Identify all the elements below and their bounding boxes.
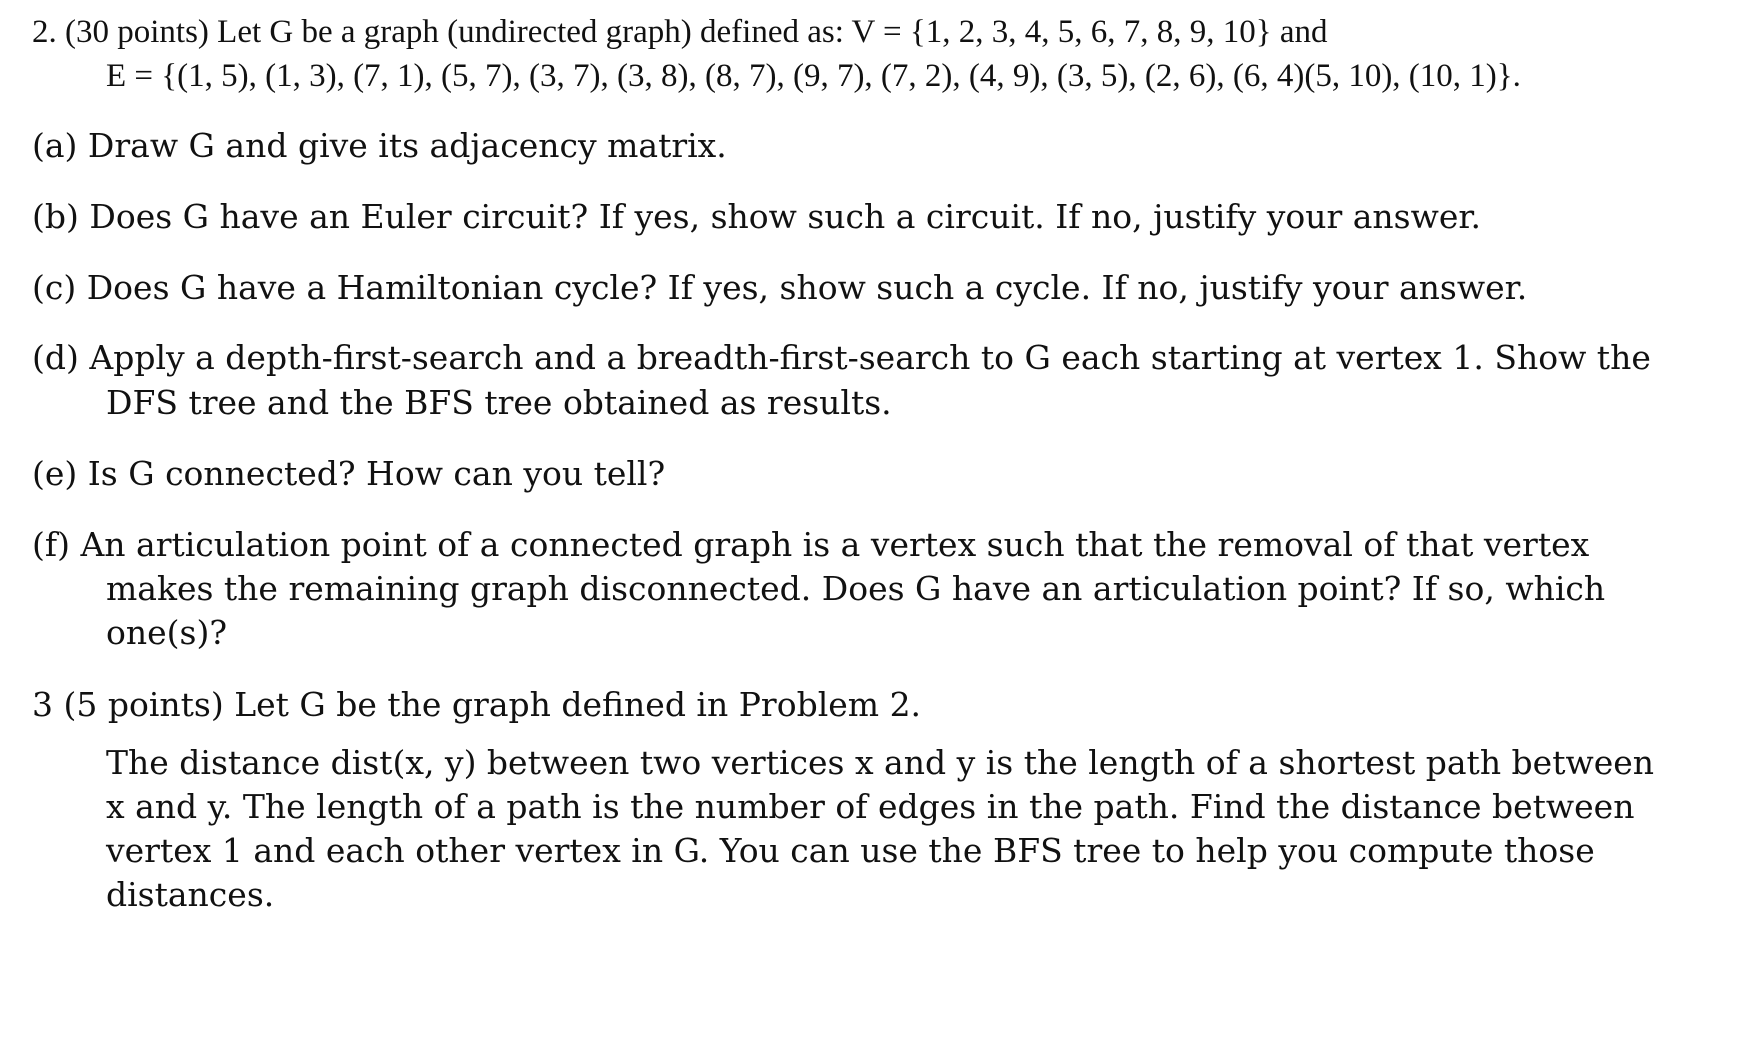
problem3-body-line3: vertex 1 and each other vertex in G. You can use the BFS tree to help you compute those bbox=[106, 831, 1595, 870]
problem2-part-d-line1: (d) Apply a depth-first-search and a breadth-first-search to G each starting at vertex 1. Show the bbox=[32, 338, 1651, 377]
problem2-edge-set: E = {(1, 5), (1, 3), (7, 1), (5, 7), (3, 7), (3, 8), (8, 7), (9, 7), (7, 2), (4, 9), (3, 5), (2, 6), (6, 4)(5, 10), (10, 1)}. bbox=[106, 58, 1521, 94]
problem2-part-c: (c) Does G have a Hamiltonian cycle? If yes, show such a cycle. If no, justify your answer. bbox=[32, 268, 1528, 307]
problem2-part-b: (b) Does G have an Euler circuit? If yes, show such a circuit. If no, justify your answer. bbox=[32, 197, 1482, 236]
problem2-header: 2. (30 points) Let G be a graph (undirected graph) defined as: V = {1, 2, 3, 4, 5, 6, 7, 8, 9, 10} and bbox=[32, 14, 1328, 50]
problem3-body-line4: distances. bbox=[106, 875, 275, 914]
problem3-body-line1: The distance dist(x, y) between two vertices x and y is the length of a shortest path between bbox=[106, 743, 1655, 782]
problem2-part-f-line1: (f) An articulation point of a connected graph is a vertex such that the removal of that vertex bbox=[32, 525, 1590, 564]
problem2-part-f-line3: one(s)? bbox=[106, 613, 228, 652]
problem2-part-f-line2: makes the remaining graph disconnected. Does G have an articulation point? If so, which bbox=[106, 569, 1606, 608]
problem2-part-d-line2: DFS tree and the BFS tree obtained as results. bbox=[106, 383, 892, 422]
problem3-body-line2: x and y. The length of a path is the number of edges in the path. Find the distance between bbox=[106, 787, 1635, 826]
problem2-part-a: (a) Draw G and give its adjacency matrix. bbox=[32, 126, 727, 165]
problem3-header: 3 (5 points) Let G be the graph defined in Problem 2. bbox=[32, 685, 922, 724]
problem2-part-e: (e) Is G connected? How can you tell? bbox=[32, 454, 666, 493]
